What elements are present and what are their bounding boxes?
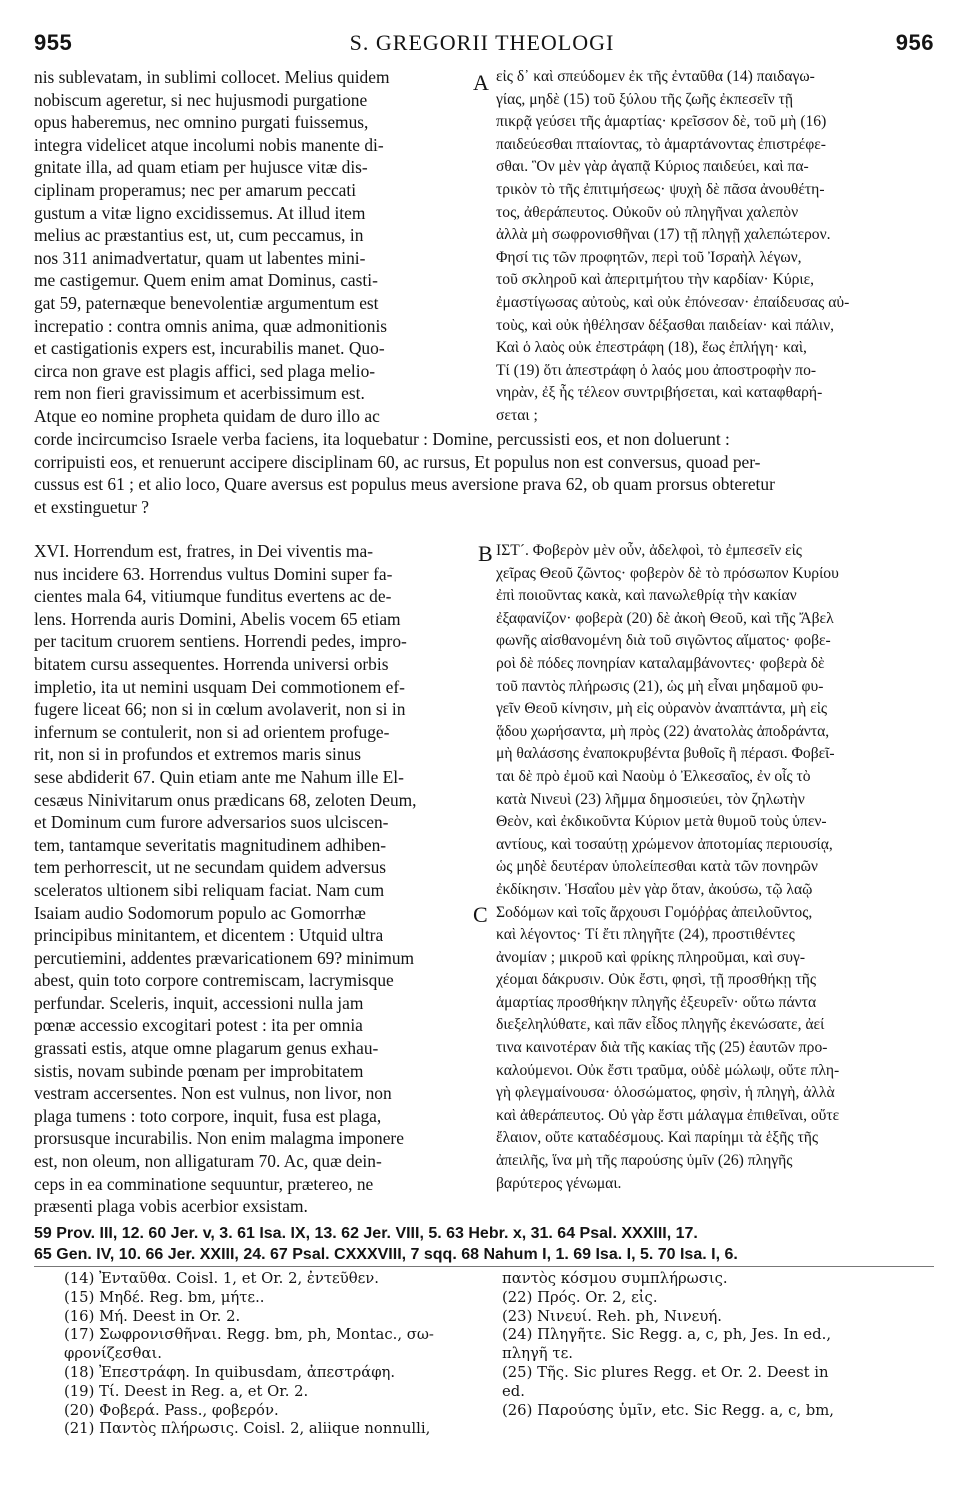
footnote-line: (25) Τῆς. Sic plures Regg. et Or. 2. Deest in <box>502 1363 829 1381</box>
latin-text-line: circa non grave est plagis affici, sed plaga melio- <box>34 360 376 381</box>
latin-text-line: gnitate illa, ad quam etiam per hujusce vitæ dis- <box>34 157 368 178</box>
latin-text-line: tem, tantamque severitatis magnitudinem adhiben- <box>34 834 387 855</box>
greek-text-line: ἀπειλῆς, ἵνα μὴ τῆς παρούσης ὑμῖν (26) πληγῆς <box>496 1152 793 1170</box>
latin-text-line: abest, quin toto corpore contremiscam, lacrymisque <box>34 970 394 991</box>
full-width-text <box>34 428 934 518</box>
greek-text-line: ροὶ δὲ πόδες πονηρίαν καταλαμβάνοντες· φοβερὰ δὲ <box>496 654 825 672</box>
latin-text-line: ciplinam properamus; nec per amarum peccati <box>34 179 357 200</box>
greek-text-line: φωνῆς αἰσθανομένη διὰ τοῦ σιγῶντος αἵματος· φοβε- <box>496 632 831 650</box>
scripture-reference-line: 65 Gen. IV, 10. 66 Jer. XXIII, 24. 67 Psal. CXXXVIII, 7 sqq. 68 Nahum I, 1. 69 Isa. I, 5. 70 Isa. I, 6. <box>34 1246 738 1263</box>
greek-text-line: σεται ; <box>496 406 538 424</box>
latin-text-line: Isaiam audio Sodomorum populo ac Gomorrhæ <box>34 902 366 923</box>
greek-text-line: Θεὸν, καὶ ἐκδικοῦντα Κύριον μετὰ θυμοῦ τοὺς ὑπεν- <box>496 813 827 831</box>
scripture-references <box>34 1223 934 1265</box>
latin-text-line: et Dominum cum furore adversarios suos ulciscen- <box>34 812 389 833</box>
greek-text-line: καὶ λέγοντος· Τί ἔτι πληγῆτε (24), προστιθέντες <box>496 926 795 944</box>
greek-text-line: ἐκδίκησιν. Ἡσαΐου μὲν γὰρ ὅταν, ἀκούσω, τῷ λαῷ <box>496 880 813 898</box>
greek-text-line: διεξεληλύθατε, καὶ πᾶν εἶδος πληγῆς ἐκενώσατε, ἀεί <box>496 1016 825 1034</box>
latin-text-line: nus incidere 63. Horrendus vultus Domini super fa- <box>34 563 393 584</box>
footnote-line: πληγῆ τε. <box>502 1345 573 1363</box>
greek-text-line: νηρὰν, ἐξ ἧς τέλεον συντριβήσεται, καὶ καταφθαρή- <box>496 384 823 402</box>
greek-text-line: γὴ φλεγμαίνουσα· ὁλοσώματος, φησὶν, ἡ πληγὴ, ἀλλὰ <box>496 1084 835 1102</box>
footnote-line: παντὸς κόσμου συμπλήρωσις. <box>502 1270 728 1287</box>
latin-text-line: Atque eo nomine propheta quidam de duro illo ac <box>34 405 380 426</box>
greek-column-top <box>496 66 932 428</box>
greek-text-line: τοῦ σκληροῦ καὶ ἀπεριτμήτου τὴν καρδίαν· Κύριε, <box>496 271 815 289</box>
latin-text-line: ceps in ea comminatione sequuntur, prætereo, ne <box>34 1173 374 1194</box>
latin-text-line: impletio, ita ut nemini usquam Dei commotionem ef- <box>34 676 405 697</box>
footnote-line: (15) Μηδέ. Reg. bm, μήτε.. <box>64 1288 265 1306</box>
greek-text-line: ἐμαστίγωσας αὐτοὺς, καὶ οὐκ ἐπόνεσαν· ἐπαίδευσας αὐ- <box>496 293 850 311</box>
latin-text-line: corde incircumciso Israele verba faciens, ita loquebatur : Domine, percussisti eos, et non doluerunt : <box>34 429 730 449</box>
page-number-right: 956 <box>895 30 934 55</box>
latin-column-bottom <box>34 540 474 1218</box>
greek-text-line: βαρύτερος γένωμαι. <box>496 1174 622 1192</box>
footnote-line: (26) Παρούσης ὑμῖν, etc. Sic Regg. a, c, bm, <box>502 1401 834 1419</box>
footnotes-left <box>64 1270 484 1439</box>
footnote-line: (22) Πρός. Or. 2, εἰς. <box>502 1288 658 1306</box>
greek-text-line: τοὺς, καὶ οὐκ ἠθέλησαν δέξασθαι παιδείαν· καὶ πάλιν, <box>496 316 835 334</box>
greek-text-line: ἔλαιον, οὔτε καταδέσμους. Καὶ παρίημι τὰ ἑξῆς τῆς <box>496 1129 819 1147</box>
latin-text-line: perfundar. Sceleris, inquit, accessioni nulla jam <box>34 992 364 1013</box>
footnote-line: (19) Τί. Deest in Reg. a, et Or. 2. <box>64 1382 309 1400</box>
greek-text-line: ἀλλὰ μὴ σωφρονισθῆναι (17) τῇ πληγῇ χαλεπώτερον. <box>496 226 831 244</box>
latin-text-line: cesæus Ninivitarum onus prædicans 68, zeloten Deum, <box>34 789 417 810</box>
latin-text-line: opus haberemus, nec omnino purgati fuissemus, <box>34 112 369 133</box>
latin-text-line: melius ac præstantius est, ut, cum peccamus, in <box>34 225 364 246</box>
greek-text-line: Τί (19) ὅτι ἀπεστράφη ὁ λαός μου ἀποστροφὴν πο- <box>496 361 817 379</box>
latin-column-top <box>34 66 474 428</box>
section-marker-c: C <box>473 902 488 927</box>
greek-text-line: Καὶ ὁ λαὸς οὐκ ἐπεστράφη (18), ἕως ἐπλήγη· καὶ, <box>496 339 807 357</box>
greek-text-line: εἰς δ᾽ καὶ σπεύδομεν ἐκ τῆς ἐνταῦθα (14) παιδαγω- <box>496 68 815 85</box>
latin-text-line: corripuisti eos, et renuerunt accipere disciplinam 60, ac rursus, Et populus non est conversus, quoad per- <box>34 451 761 472</box>
section-marker-a: A <box>473 70 489 95</box>
latin-text-line: gustum a vitæ ligno excidissemus. At illud item <box>34 202 366 223</box>
greek-text-line: γεῖν Θεοῦ κίνησιν, μὴ εἰς οὐρανὸν ἀναπτάντα, μὴ εἰς <box>496 700 828 718</box>
greek-text-line: ᾅδου χωρήσαντα, μὴ πρὸς (22) ἀνατολὰς ἀποδράντα, <box>496 722 830 740</box>
section-marker-b: B <box>478 541 493 566</box>
greek-text-line: ΙΣΤ´. Φοβερὸν μὲν οὖν, ἀδελφοὶ, τὸ ἐμπεσεῖν εἰς <box>496 542 802 559</box>
footnote-line: (24) Πληγῆτε. Sic Regg. a, c, ph, Jes. In ed., <box>502 1326 832 1344</box>
latin-text-line: sese abdiderit 67. Quin etiam ante me Nahum ille El- <box>34 766 404 787</box>
latin-text-line: nos 311 animadvertatur, quam ut labentes mini- <box>34 247 366 268</box>
greek-text-line: παιδεύεσθαι πταίοντας, τὸ ἁμαρτάνοντας ἐπιστρέφε- <box>496 135 826 153</box>
latin-text-line: bitatem cursu assequentes. Horrenda universi orbis <box>34 653 389 674</box>
latin-text-line: rit, non si in profundos et extremos maris sinus <box>34 744 362 765</box>
footnote-line: φρονίζεσθαι. <box>64 1345 162 1363</box>
footnotes-right <box>502 1270 932 1420</box>
greek-text-line: πικρᾷ γεύσει τῆς ἁμαρτίας· κρεῖσσον δὲ, τοῦ μὴ (16) <box>496 113 827 131</box>
running-title: S. GREGORII THEOLOGI <box>349 30 615 55</box>
greek-text-line: ἐξαφανίζον· φοβερὰ (20) δὲ ἀκοὴ Θεοῦ, καὶ τῆς Ἄβελ <box>496 609 834 627</box>
greek-text-line: ἀνομίαν ; μικροῦ καὶ φρίκης πληροῦμαι, καὶ συγ- <box>496 948 806 966</box>
greek-text-line: Φησί τις τῶν προφητῶν, περὶ τοῦ Ἰσραὴλ λέγων, <box>496 248 802 266</box>
greek-text-line: ὡς μηδὲ δευτέραν ὑπολείπεσθαι κατὰ τῶν πονηρῶν <box>496 858 818 876</box>
latin-text-line: integra videlicet atque incolumi nobis manente di- <box>34 134 384 155</box>
greek-text-line: αντίους, καὶ τοσαύτῃ χρώμενον ἀποτομίας περιουσίᾳ, <box>496 835 833 853</box>
latin-text-line: et castigationis expers est, incurabilis manet. Quo- <box>34 338 385 359</box>
latin-text-line: sceleratos ultionem sibi reliquam faciat. Nam cum <box>34 879 385 900</box>
greek-text-line: μὴ θαλάσσης ἐναποκρυβέντα βυθοῖς ἢ πέρασι. Φοβεῖ- <box>496 745 835 763</box>
latin-text-line: me castigemur. Quem enim amat Dominus, casti- <box>34 270 378 291</box>
latin-text-line: nobiscum ageretur, si nec hujusmodi purgatione <box>34 89 368 110</box>
latin-text-line: et exstinguetur ? <box>34 496 149 517</box>
greek-text-line: Σοδόμων καὶ τοῖς ἄρχουσι Γομόῤῥας ἀπειλοῦντος, <box>496 903 813 921</box>
latin-text-line: cientes mala 64, vitiumque funditus evertens ac de- <box>34 586 392 607</box>
footnote-line: (17) Σωφρονισθῆναι. Regg. bm, ph, Montac., σω- <box>64 1326 434 1344</box>
greek-text-line: κατὰ Νινευὶ (23) λῆμμα δημοσιεύει, τὸν ζηλωτὴν <box>496 790 805 808</box>
footnote-line: (21) Παντὸς πλήρωσις. Coisl. 2, aliique nonnulli, <box>64 1420 431 1438</box>
latin-text-line: principibus minitantem, et dicentem : Utquid ultra <box>34 925 384 946</box>
latin-text-line: infernum se contulerit, non si ad orientem profuge- <box>34 721 390 742</box>
page-number-left: 955 <box>34 30 73 55</box>
latin-text-line: nis sublevatam, in sublimi collocet. Melius quidem <box>34 67 390 87</box>
greek-text-line: χεῖρας Θεοῦ ζῶντος· φοβερὸν δὲ τὸ πρόσωπον Κυρίου <box>496 564 839 582</box>
latin-text-line: præsenti plaga vobis acerbior exsistam. <box>34 1196 308 1217</box>
latin-text-line: est, non oleum, non alligaturam 70. Ac, quæ dein- <box>34 1151 382 1172</box>
scripture-reference-line: 59 Prov. III, 12. 60 Jer. v, 3. 61 Isa. IX, 13. 62 Jer. VIII, 5. 63 Hebr. x, 31. 64 Psal. XXXIII, 17. <box>34 1225 698 1242</box>
footnote-line: (18) Ἐπεστράφη. In quibusdam, ἀπεστράφη. <box>64 1363 396 1381</box>
latin-text-line: increpatio : contra omnis anima, quæ admonitionis <box>34 315 388 336</box>
greek-text-line: τος, ἀθεράπευτος. Οὐκοῦν οὐ πληγῆναι χαλεπὸν <box>496 203 799 221</box>
latin-text-line: rem non fieri gravissimum et acerbissimum est. <box>34 383 365 404</box>
latin-text-line: percutiemini, addentes prævaricationem 69? minimum <box>34 947 415 968</box>
greek-text-line: ται δὲ πρὸ ἐμοῦ καὶ Ναοὺμ ὁ Ἐλκεσαῖος, ἐν οἷς τὸ <box>496 767 811 785</box>
footnote-line: (14) Ἐνταῦθα. Coisl. 1, et Or. 2, ἐντεῦθεν. <box>64 1270 379 1287</box>
latin-text-line: sistis, novam subinde pœnam per improbitatem <box>34 1060 364 1081</box>
greek-text-line: χέομαι δάκρυσιν. Οὐκ ἔστι, φησὶ, τῇ προσθήκῃ τῆς <box>496 971 817 989</box>
latin-text-line: lens. Horrenda auris Domini, Abelis vocem 65 etiam <box>34 608 401 629</box>
greek-text-line: γίας, μηδὲ (15) τοῦ ξύλου τῆς ζωῆς ἐκπεσεῖν τῇ <box>496 90 793 108</box>
latin-text-line: prorsusque incurabilis. Non enim malagma imponere <box>34 1128 404 1149</box>
latin-text-line: pœnæ accessio excogitari potest : ita per omnia <box>34 1015 363 1036</box>
greek-text-line: τρικὸν τὸ τῆς ἐπιτιμήσεως· ψυχὴ δὲ πᾶσα ἀνουθέτη- <box>496 180 825 198</box>
latin-text-line: vestram accersentes. Non est vulnus, non livor, non <box>34 1083 392 1104</box>
greek-text-line: σθαι. Ὃν μὲν γὰρ ἀγαπᾷ Κύριος παιδεύει, καὶ πα- <box>496 158 809 176</box>
greek-column-bottom <box>496 540 932 1195</box>
greek-text-line: καὶ ἀθεράπευτος. Οὐ γὰρ ἔστι μάλαγμα ἐπιθεῖναι, οὔτε <box>496 1106 840 1124</box>
latin-text-line: fugere liceat 66; non si in cœlum avolaverit, non si in <box>34 699 406 720</box>
footnote-line: ed. <box>502 1382 525 1400</box>
greek-text-line: τοῦ παντὸς πλήρωσις (21), ὡς μὴ εἶναι μηδαμοῦ φυ- <box>496 677 824 695</box>
footnote-divider <box>34 1266 934 1267</box>
greek-text-line: ἐπὶ ποιοῦντας κακὰ, καὶ πανωλεθρίᾳ τὴν κακίαν <box>496 587 797 605</box>
greek-text-line: ἁμαρτίας προσθήκην πληγῆς ἐξευρεῖν· οὕτω πάντα <box>496 993 817 1011</box>
greek-text-line: τινα καινοτέραν διὰ τῆς κακίας τῆς (25) ἑαυτῶν προ- <box>496 1039 828 1057</box>
footnote-line: (16) Μή. Deest in Or. 2. <box>64 1307 241 1325</box>
latin-text-line: per tacitum cruorem sentiens. Horrendi pedes, impro- <box>34 631 407 652</box>
latin-text-line: cussus est 61 ; et alio loco, Quare aversus est populus meus aversione prava 62, ob quam prorsus obteretur <box>34 474 775 495</box>
latin-text-line: XVI. Horrendum est, fratres, in Dei viventis ma- <box>34 541 374 561</box>
latin-text-line: gat 59, paternæque benevolentiæ argumentum est <box>34 292 379 313</box>
footnote-line: (20) Φοβερά. Pass., φοβερόν. <box>64 1401 279 1419</box>
greek-text-line: καλούμενοι. Οὐκ ἔστι τραῦμα, οὐδὲ μώλωψ, οὔτε πλη- <box>496 1061 840 1079</box>
latin-text-line: tem perhorrescit, ut ne secundam quidem adversus <box>34 857 387 878</box>
footnote-line: (23) Νινευί. Reh. ph, Νινευή. <box>502 1307 722 1325</box>
latin-text-line: grassati estis, atque omne plagarum genus exhau- <box>34 1038 379 1059</box>
latin-text-line: plaga tumens : toto corpore, inquit, fusa est plaga, <box>34 1105 382 1126</box>
